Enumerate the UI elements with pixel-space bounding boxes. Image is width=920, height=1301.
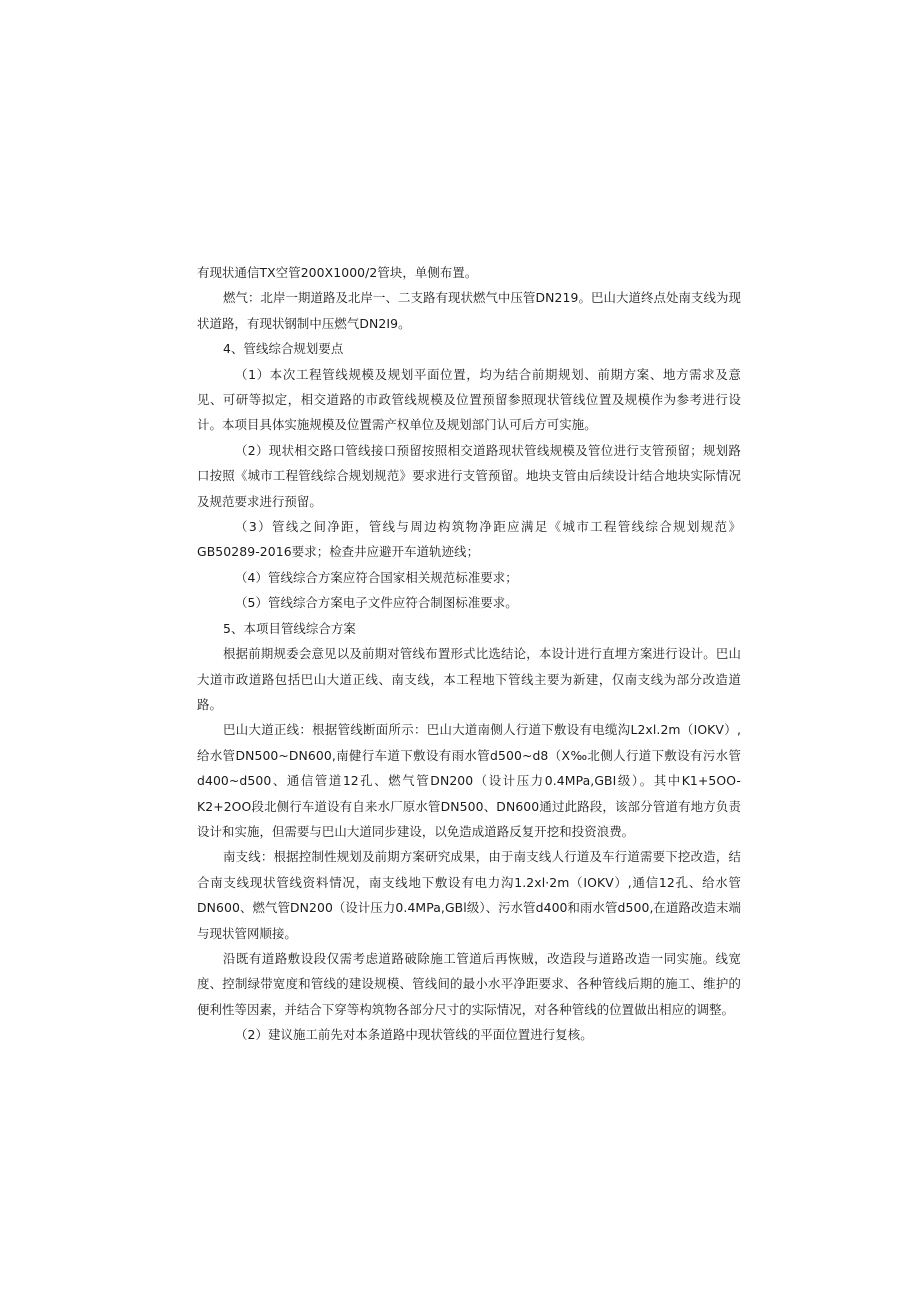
paragraph-telecom-continuation: 有现状通信TX空管200X1000/2管块，单侧布置。	[197, 265, 478, 280]
paragraph-recommendation: （2）建议施工前先对本条道路中现状管线的平面位置进行复核。	[235, 1027, 593, 1043]
paragraph-point-5: （5）管线综合方案电子文件应符合制图标准要求。	[235, 595, 518, 611]
paragraph-point-4: （4）管线综合方案应符合国家相关规范标准要求；	[235, 569, 518, 585]
paragraph-point-2: （2）现状相交路口管线接口预留按照相交道路现状管线规模及管位进行支管预留；规划路口按照《城市工程管线综合规划规范》要求进行支管预留。地块支管由后续设计结合地块实际情况及规范要求进行预留。	[197, 442, 741, 509]
section-heading-4: 4、管线综合规划要点	[223, 341, 344, 357]
paragraph-existing-road: 沿既有道路敷设段仅需考虑道路破除施工管道后再恢贼，改造段与道路改造一同实施。线宽度、控制绿带宽度和管线的建设规模、管线间的最小水平净距要求、各种管线后期的施工、维护的便利性等因素，并结合下穿等构筑物各部分尺寸的实际情况，对各种管线的位置做出相应的调整。	[197, 950, 741, 1017]
paragraph-main-line: 巴山大道正线：根据管线断面所示：巴山大道南侧人行道下敷设有电缆沟L2xl.2m（IOKV）,给水管DN500~DN600,南健行车道下敷设有雨水管d500~d8（X‰北侧人行道下敷设有污水管d400~d500、通信管道12孔、燃气管DN200（设计压力0.4MPa,GBI级）。其中K1+5OO-K2+2OO段北侧行车道设有自来水厂原水管DN500、DN600通过此路段，该部分管道有地方负责设计和实施，但需要与巴山大道同步建设，以免造成道路反复开挖和投资浪费。	[197, 722, 741, 839]
paragraph-south-branch: 南支线：根据控制性规划及前期方案研究成果，由于南支线人行道及车行道需要下挖改造，结合南支线现状管线资料情况，南支线地下敷设有电力沟1.2xl·2m（IOKV）,通信12孔、给水管DN600、燃气管DN200（设计压力0.4MPa,GBl级）、污水管d400和雨水管d500,在道路改造末端与现状管网顺接。	[197, 849, 741, 941]
paragraph-scheme-intro: 根据前期规委会意见以及前期对管线布置形式比选结论，本设计进行直埋方案进行设计。巴山大道市政道路包括巴山大道正线、南支线，本工程地下管线主要为新建，仅南支线为部分改造道路。	[197, 646, 741, 712]
paragraph-point-3: （3）管线之间净距，管线与周边构筑物净距应满足《城市工程管线综合规划规范》GB50289-2016要求；检查井应避开车道轨迹线；	[197, 519, 741, 560]
section-heading-5: 5、本项目管线综合方案	[223, 620, 356, 636]
paragraph-gas: 燃气：北岸一期道路及北岸一、二支路有现状燃气中压管DN219。巴山大道终点处南支线为现状道路，有现状钢制中压燃气DN2I9。	[197, 290, 741, 331]
document-page	[197, 260, 741, 1048]
paragraph-point-1: （1）本次工程管线规模及规划平面位置，均为结合前期规划、前期方案、地方需求及意见、可研等拟定，相交道路的市政管线规模及位置预留参照现状管线位置及规模作为参考进行设计。本项目具体实施规模及位置需产权单位及规划部门认可后方可实施。	[197, 366, 741, 433]
